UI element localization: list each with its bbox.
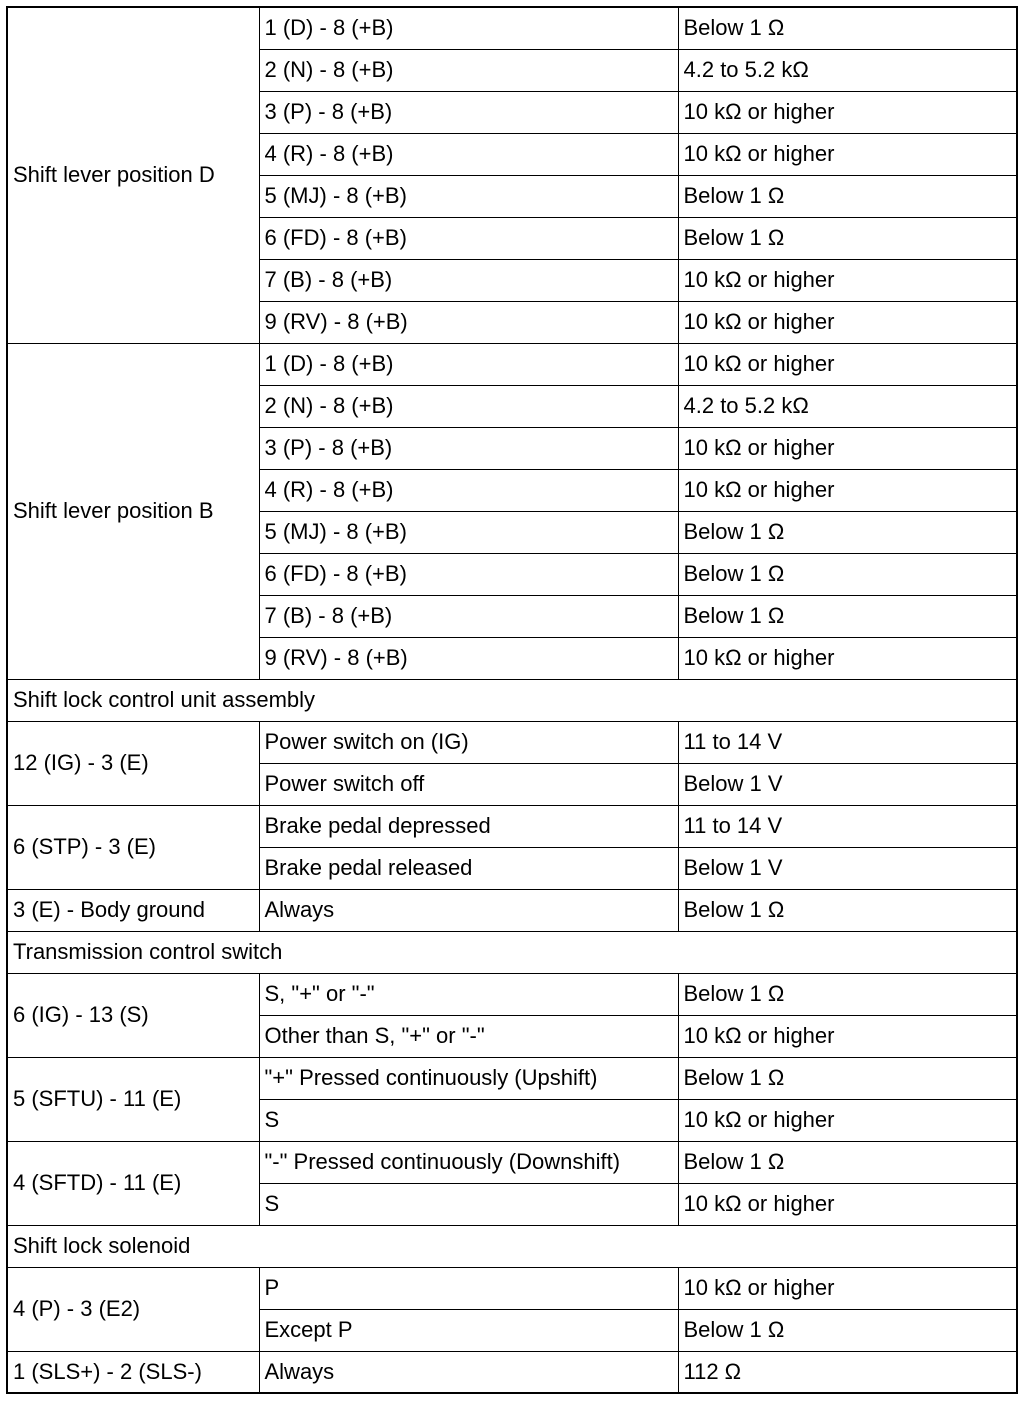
terminal-group-label: 3 (E) - Body ground [7, 889, 259, 931]
condition-cell: Power switch on (IG) [259, 721, 678, 763]
condition-cell: S [259, 1183, 678, 1225]
terminal-group-label: 6 (STP) - 3 (E) [7, 805, 259, 889]
specified-value-cell: 10 kΩ or higher [678, 1099, 1017, 1141]
terminal-group-label: Shift lever position B [7, 343, 259, 679]
section-header-row [7, 679, 1017, 721]
specified-value-cell: Below 1 Ω [678, 7, 1017, 49]
condition-cell: 4 (R) - 8 (+B) [259, 133, 678, 175]
condition-cell: 9 (RV) - 8 (+B) [259, 301, 678, 343]
condition-cell: Except P [259, 1309, 678, 1351]
terminal-group-label: 5 (SFTU) - 11 (E) [7, 1057, 259, 1141]
table-row [7, 889, 1017, 931]
condition-cell: Brake pedal released [259, 847, 678, 889]
section-header-row [7, 1225, 1017, 1267]
table-row [7, 1141, 1017, 1183]
condition-cell: 3 (P) - 8 (+B) [259, 91, 678, 133]
terminal-group-label: Shift lever position D [7, 7, 259, 343]
specified-value-cell: Below 1 Ω [678, 553, 1017, 595]
condition-cell: 3 (P) - 8 (+B) [259, 427, 678, 469]
condition-cell: "+" Pressed continuously (Upshift) [259, 1057, 678, 1099]
specified-value-cell: 4.2 to 5.2 kΩ [678, 49, 1017, 91]
condition-cell: Brake pedal depressed [259, 805, 678, 847]
condition-cell: P [259, 1267, 678, 1309]
table-row [7, 973, 1017, 1015]
specified-value-cell: Below 1 Ω [678, 595, 1017, 637]
table-row [7, 343, 1017, 385]
specified-value-cell: 10 kΩ or higher [678, 1183, 1017, 1225]
specified-value-cell: 10 kΩ or higher [678, 91, 1017, 133]
condition-cell: 5 (MJ) - 8 (+B) [259, 511, 678, 553]
specified-value-cell: Below 1 V [678, 763, 1017, 805]
condition-cell: S [259, 1099, 678, 1141]
table-row [7, 7, 1017, 49]
table-row [7, 1057, 1017, 1099]
condition-cell: 6 (FD) - 8 (+B) [259, 217, 678, 259]
specified-value-cell: 10 kΩ or higher [678, 301, 1017, 343]
specified-value-cell: 10 kΩ or higher [678, 469, 1017, 511]
condition-cell: S, "+" or "-" [259, 973, 678, 1015]
specified-value-cell: 4.2 to 5.2 kΩ [678, 385, 1017, 427]
condition-cell: 1 (D) - 8 (+B) [259, 7, 678, 49]
terminal-group-label: 12 (IG) - 3 (E) [7, 721, 259, 805]
terminal-group-label: 6 (IG) - 13 (S) [7, 973, 259, 1057]
table-row [7, 721, 1017, 763]
terminal-group-label: 4 (SFTD) - 11 (E) [7, 1141, 259, 1225]
section-header: Shift lock solenoid [7, 1225, 1017, 1267]
condition-cell: 5 (MJ) - 8 (+B) [259, 175, 678, 217]
specified-value-cell: 11 to 14 V [678, 721, 1017, 763]
specified-value-cell: 10 kΩ or higher [678, 637, 1017, 679]
condition-cell: "-" Pressed continuously (Downshift) [259, 1141, 678, 1183]
section-header: Shift lock control unit assembly [7, 679, 1017, 721]
condition-cell: 1 (D) - 8 (+B) [259, 343, 678, 385]
specified-value-cell: Below 1 Ω [678, 973, 1017, 1015]
condition-cell: 7 (B) - 8 (+B) [259, 595, 678, 637]
condition-cell: 7 (B) - 8 (+B) [259, 259, 678, 301]
specified-value-cell: 10 kΩ or higher [678, 1015, 1017, 1057]
section-header: Transmission control switch [7, 931, 1017, 973]
condition-cell: 9 (RV) - 8 (+B) [259, 637, 678, 679]
specified-value-cell: Below 1 V [678, 847, 1017, 889]
condition-cell: 2 (N) - 8 (+B) [259, 49, 678, 91]
condition-cell: Power switch off [259, 763, 678, 805]
terminal-group-label: 4 (P) - 3 (E2) [7, 1267, 259, 1351]
condition-cell: Other than S, "+" or "-" [259, 1015, 678, 1057]
specified-value-cell: Below 1 Ω [678, 217, 1017, 259]
condition-cell: 2 (N) - 8 (+B) [259, 385, 678, 427]
specified-value-cell: 112 Ω [678, 1351, 1017, 1393]
specified-value-cell: 10 kΩ or higher [678, 427, 1017, 469]
condition-cell: Always [259, 1351, 678, 1393]
section-header-row [7, 931, 1017, 973]
condition-cell: 4 (R) - 8 (+B) [259, 469, 678, 511]
specified-value-cell: 10 kΩ or higher [678, 133, 1017, 175]
terminal-group-label: 1 (SLS+) - 2 (SLS-) [7, 1351, 259, 1393]
specified-value-cell: 10 kΩ or higher [678, 343, 1017, 385]
specified-value-cell: Below 1 Ω [678, 511, 1017, 553]
table-row [7, 1351, 1017, 1393]
specified-value-cell: 11 to 14 V [678, 805, 1017, 847]
condition-cell: 6 (FD) - 8 (+B) [259, 553, 678, 595]
specified-value-cell: 10 kΩ or higher [678, 1267, 1017, 1309]
condition-cell: Always [259, 889, 678, 931]
specified-value-cell: Below 1 Ω [678, 1057, 1017, 1099]
table-row [7, 1267, 1017, 1309]
table-row [7, 805, 1017, 847]
spec-table-body [7, 7, 1017, 1393]
specified-value-cell: Below 1 Ω [678, 1309, 1017, 1351]
specified-value-cell: Below 1 Ω [678, 889, 1017, 931]
specified-value-cell: 10 kΩ or higher [678, 259, 1017, 301]
specified-value-cell: Below 1 Ω [678, 175, 1017, 217]
specified-value-cell: Below 1 Ω [678, 1141, 1017, 1183]
inspection-spec-table [6, 6, 1018, 1394]
